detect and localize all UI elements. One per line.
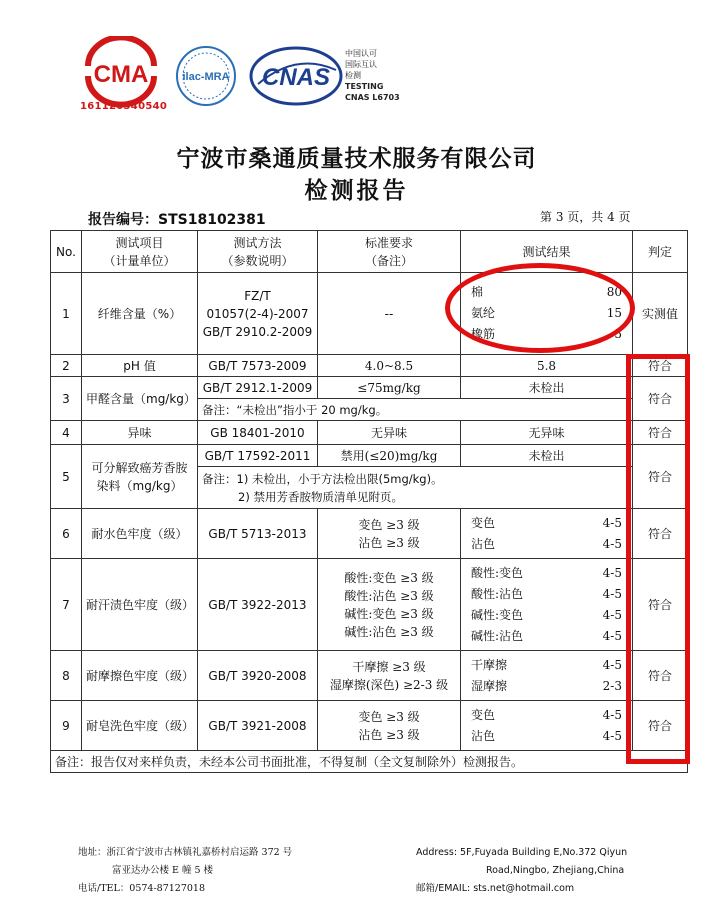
cnas-accreditation-text: 中国认可 国际互认 检测 TESTING CNAS L6703 (345, 49, 400, 102)
row-result: 未检出 (461, 377, 633, 399)
row-method: GB/T 3922-2013 (198, 559, 318, 651)
row-results: 变色 4-5 沾色 4-5 (461, 509, 633, 559)
row-method: GB/T 17592-2011 (198, 445, 318, 467)
row-item: 纤维含量（%） (82, 273, 198, 355)
row-verdict: 符合 (633, 377, 688, 421)
row-results: 干摩擦 4-5 湿摩擦 2-3 (461, 651, 633, 701)
row-verdict: 符合 (633, 651, 688, 701)
header-req: 标准要求 （备注） (318, 231, 461, 273)
row-method: GB/T 3920-2008 (198, 651, 318, 701)
cma-logo-text: CMA (93, 61, 149, 88)
table-row (51, 445, 688, 467)
row-item: 耐摩擦色牢度（级） (82, 651, 198, 701)
page-info: 第 3 页，共 4 页 (540, 210, 631, 224)
table-row (51, 651, 688, 701)
row-req: 酸性:变色 ≥3 级 酸性:沾色 ≥3 级 碱性:变色 ≥3 级 碱性:沾色 ≥3 级 (318, 559, 461, 651)
footer-en-address: Address: 5F,Fuyada Building E,No.372 Qiyun Road,Ningbo, Zhejiang,China 邮箱/EMAIL: sts.net@hotmail.com (416, 847, 628, 894)
cnas-logo (248, 44, 344, 108)
row-method: GB/T 2912.1-2009 (198, 377, 318, 399)
row-result: 5.8 (461, 355, 633, 377)
row-verdict: 符合 (633, 421, 688, 445)
row-req: 变色 ≥3 级 沾色 ≥3 级 (318, 509, 461, 559)
row-no: 2 (51, 355, 82, 377)
row-req: 变色 ≥3 级 沾色 ≥3 级 (318, 701, 461, 751)
company-name: 宁波市桑通质量技术服务有限公司 (176, 146, 537, 172)
table-header-row (51, 231, 688, 273)
row-result: 未检出 (461, 445, 633, 467)
row-no: 9 (51, 701, 82, 751)
row-req: 干摩擦 ≥3 级 湿摩擦(深色) ≥2-3 级 (318, 651, 461, 701)
table-row (51, 701, 688, 751)
row-note: 备注：1) 未检出，小于方法检出限(5mg/kg)。 2) 禁用芳香胺物质清单见附页。 (198, 467, 633, 509)
row-item: 甲醛含量（mg/kg） (82, 377, 198, 421)
row-req: -- (318, 273, 461, 355)
row-no: 3 (51, 377, 82, 421)
row-item: pH 值 (82, 355, 198, 377)
table-row (51, 355, 688, 377)
header-no: No. (51, 231, 82, 273)
row-result: 无异味 (461, 421, 633, 445)
row-verdict: 符合 (633, 355, 688, 377)
row-no: 4 (51, 421, 82, 445)
row-no: 6 (51, 509, 82, 559)
header-result: 测试结果 (461, 231, 633, 273)
ilac-mra-logo (170, 44, 242, 108)
row-verdict: 符合 (633, 509, 688, 559)
row-no: 8 (51, 651, 82, 701)
header-verdict: 判定 (633, 231, 688, 273)
table-footer-note: 备注：报告仅对来样负责，未经本公司书面批准，不得复制（全文复制除外）检测报告。 (51, 751, 688, 773)
row-item: 耐汗渍色牢度（级） (82, 559, 198, 651)
ilac-logo-text: ilac-MRA (182, 71, 230, 83)
row-req: 4.0~8.5 (318, 355, 461, 377)
row-results: 变色 4-5 沾色 4-5 (461, 701, 633, 751)
cnas-logo-text: CNAS (261, 64, 331, 91)
table-footer-row (51, 751, 688, 773)
row-verdict: 实测值 (633, 273, 688, 355)
table-row (51, 559, 688, 651)
row-method: FZ/T 01057(2-4)-2007 GB/T 2910.2-2009 (198, 273, 318, 355)
row-method: GB/T 3921-2008 (198, 701, 318, 751)
row-verdict: 符合 (633, 559, 688, 651)
row-no: 7 (51, 559, 82, 651)
document-title: 检测报告 (304, 178, 409, 204)
row-item: 耐水色牢度（级） (82, 509, 198, 559)
report-number: 报告编号：STS18102381 (88, 212, 266, 228)
row-req: ≤75mg/kg (318, 377, 461, 399)
row-method: GB/T 5713-2013 (198, 509, 318, 559)
cma-number: 161120340540 (80, 101, 168, 112)
row-verdict: 符合 (633, 445, 688, 509)
row-verdict: 符合 (633, 701, 688, 751)
row-req: 禁用(≤20)mg/kg (318, 445, 461, 467)
row-item: 耐皂洗色牢度（级） (82, 701, 198, 751)
table-row (51, 509, 688, 559)
row-item: 异味 (82, 421, 198, 445)
row-method: GB 18401-2010 (198, 421, 318, 445)
table-row (51, 421, 688, 445)
row-method: GB/T 7573-2009 (198, 355, 318, 377)
header-method: 测试方法 （参数说明） (198, 231, 318, 273)
row-item: 可分解致癌芳香胺 染料（mg/kg） (82, 445, 198, 509)
row-req: 无异味 (318, 421, 461, 445)
row-note: 备注：“未检出”指小于 20 mg/kg。 (198, 399, 633, 421)
table-row (51, 377, 688, 399)
red-box-annotation (626, 354, 690, 764)
row-no: 5 (51, 445, 82, 509)
row-results: 酸性:变色 4-5 酸性:沾色 4-5 碱性:变色 4-5 碱性:沾色 4-5 (461, 559, 633, 651)
header-item: 测试项目 （计量单位） (82, 231, 198, 273)
row-results: 棉 80 氨纶 15 橡筋 5 (461, 273, 633, 355)
row-no: 1 (51, 273, 82, 355)
red-ellipse-annotation (445, 263, 635, 353)
footer-cn-address: 地址：浙江省宁波市古林镇礼嘉桥村启运路 372 号 富亚达办公楼 E 幢 5 楼 电话/TEL：0574-87127018 (78, 847, 293, 894)
